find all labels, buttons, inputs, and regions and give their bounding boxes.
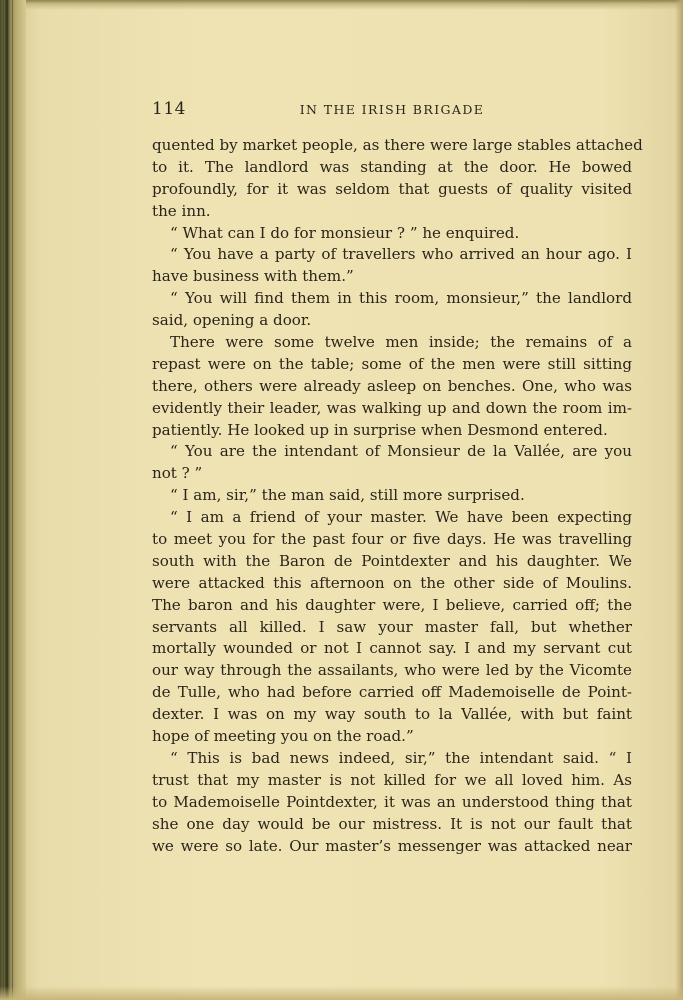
text-line: evidently their leader, was walking up and down the room im- <box>152 398 632 417</box>
page-right-edge <box>675 0 683 1000</box>
book-binding <box>0 0 26 1000</box>
text-line: The baron and his daughter were, I believe, carried off; the <box>152 595 632 614</box>
text-line: de Tulle, who had before carried off Mademoiselle de Point- <box>152 683 632 702</box>
page-header <box>152 99 632 123</box>
text-line: she one day would be our mistress. It is not our fault that <box>152 814 632 833</box>
page-top-edge <box>26 0 683 10</box>
page-number: 114 <box>152 99 186 119</box>
text-line: “ You will find them in this room, monsieur,” the landlord <box>170 289 632 308</box>
text-line: to Mademoiselle Pointdexter, it was an understood thing that <box>152 792 632 811</box>
running-title: IN THE IRISH BRIGADE <box>299 102 485 117</box>
text-line: repast were on the table; some of the men were still sitting <box>152 354 632 373</box>
text-line: there, others were already asleep on benches. One, who was <box>152 376 632 395</box>
text-line: quented by market people, as there were large stables attached <box>152 136 643 154</box>
text-line: There were some twelve men inside; the remains of a <box>170 333 632 352</box>
text-line: we were so late. Our master’s messenger was attacked near <box>152 836 632 855</box>
text-line: “ I am, sir,” the man said, still more surprised. <box>170 486 525 505</box>
text-line: “ This is bad news indeed, sir,” the intendant said. “ I <box>170 748 632 767</box>
text-line: south with the Baron de Pointdexter and his daughter. We <box>152 551 632 570</box>
text-line: patiently. He looked up in surprise when Desmond entered. <box>152 420 608 439</box>
text-line: not ? ” <box>152 464 203 483</box>
text-line: to it. The landlord was standing at the door. He bowed <box>152 157 632 176</box>
body-text <box>152 135 643 857</box>
binding-line <box>7 0 8 1000</box>
text-line: dexter. I was on my way south to la Vallée, with but faint <box>152 705 632 724</box>
text-line: profoundly, for it was seldom that guests of quality visited <box>152 179 632 198</box>
text-line: trust that my master is not killed for we all loved him. As <box>152 770 632 789</box>
text-line: “ You have a party of travellers who arrived an hour ago. I <box>170 245 632 264</box>
text-line: said, opening a door. <box>152 311 312 330</box>
text-line: our way through the assailants, who were led by the Vicomte <box>152 661 632 680</box>
text-line: were attacked this afternoon on the other side of Moulins. <box>152 573 632 592</box>
binding-line <box>3 0 4 1000</box>
text-line: mortally wounded or not I cannot say. I and my servant cut <box>152 639 632 658</box>
text-line: “ What can I do for monsieur ? ” he enquired. <box>170 223 520 242</box>
text-line: servants all killed. I saw your master fall, but whether <box>152 617 632 636</box>
text-line: have business with them.” <box>152 267 354 286</box>
text-line: to meet you for the past four or five days. He was travelling <box>152 530 632 549</box>
text-line: the inn. <box>152 201 211 220</box>
text-line: hope of meeting you on the road.” <box>152 727 414 746</box>
text-line: “ You are the intendant of Monsieur de la Vallée, are you <box>170 442 632 461</box>
text-line: “ I am a friend of your master. We have been expecting <box>170 508 632 527</box>
page-bottom-edge <box>0 986 683 1000</box>
binding-line <box>12 0 13 1000</box>
